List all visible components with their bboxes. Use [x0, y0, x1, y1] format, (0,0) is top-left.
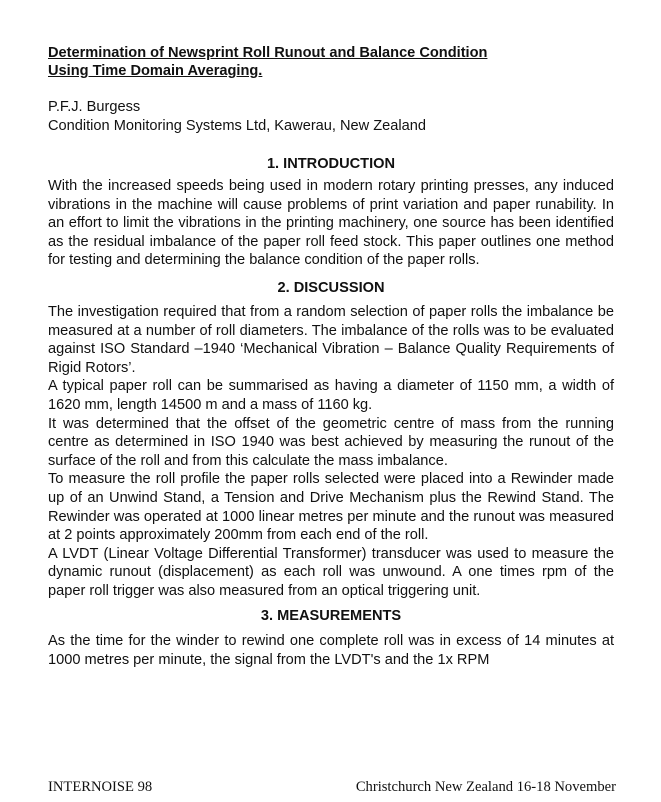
paragraph: The investigation required that from a random selection of paper rolls the imbalance be measured at a number of roll diameters. The imbalance of the rolls was to be evaluated against ISO Standard –1940 ‘Mechanical Vibration – Balance Quality Requirements of Rigid Rotors’. [48, 303, 614, 376]
paper-title [48, 44, 614, 80]
footer-conference: INTERNOISE 98 [48, 779, 153, 795]
paragraph: To measure the roll profile the paper rolls selected were placed into a Rewinder made up of an Unwind Stand, a Tension and Drive Mechanism plus the Rewind Stand. The Rewinder was operated at 1000 linear metres per minute and the runout was measured at 2 points approximately 200mm from each end of the roll. [48, 471, 614, 544]
section-heading: 3. MEASUREMENTS [260, 608, 402, 625]
section-discussion [48, 279, 614, 601]
section-heading: 1. INTRODUCTION [266, 156, 396, 172]
author-affiliation: Condition Monitoring Systems Ltd, Kawerau, New Zealand [48, 117, 427, 134]
section-introduction [48, 155, 614, 270]
title-line-2: Using Time Domain Averaging. [48, 63, 263, 79]
paragraph: As the time for the winder to rewind one complete roll was in excess of 14 minutes at 1000 metres per minute, the signal from the LVDT's and the 1x RPM [48, 633, 614, 669]
author-name: P.F.J. Burgess [48, 99, 141, 115]
paragraph: A typical paper roll can be summarised as having a diameter of 1150 mm, a width of 1620 mm, length 14500 m and a mass of 1160 kg. [48, 378, 614, 413]
author-block [48, 98, 614, 135]
section-measurements [48, 607, 614, 669]
paragraph: With the increased speeds being used in modern rotary printing presses, any induced vibrations in the machine will cause problems of print variation and paper runability. In an effort to limit the vibrations in the printing machinery, one source has been identified as the residual imbalance of the paper roll feed stock. This paper outlines one method for testing and determining the balance condition of the paper rolls. [48, 178, 614, 269]
paragraph: It was determined that the offset of the geometric centre of mass from the running centre as determined in ISO 1940 was best achieved by measuring the runout of the surface of the roll and from this calculate the mass imbalance. [48, 415, 614, 469]
footer-location-date: Christchurch New Zealand 16-18 November [355, 779, 616, 795]
paragraph: A LVDT (Linear Voltage Differential Transformer) transducer was used to measure the dynamic runout (displacement) as each roll was unwound. A one times rpm of the paper roll trigger was also measured from an optical triggering unit. [48, 545, 614, 599]
paper-page [48, 44, 614, 670]
section-heading: 2. DISCUSSION [277, 279, 385, 296]
title-line-1: Determination of Newsprint Roll Runout and Balance Condition [48, 45, 488, 61]
